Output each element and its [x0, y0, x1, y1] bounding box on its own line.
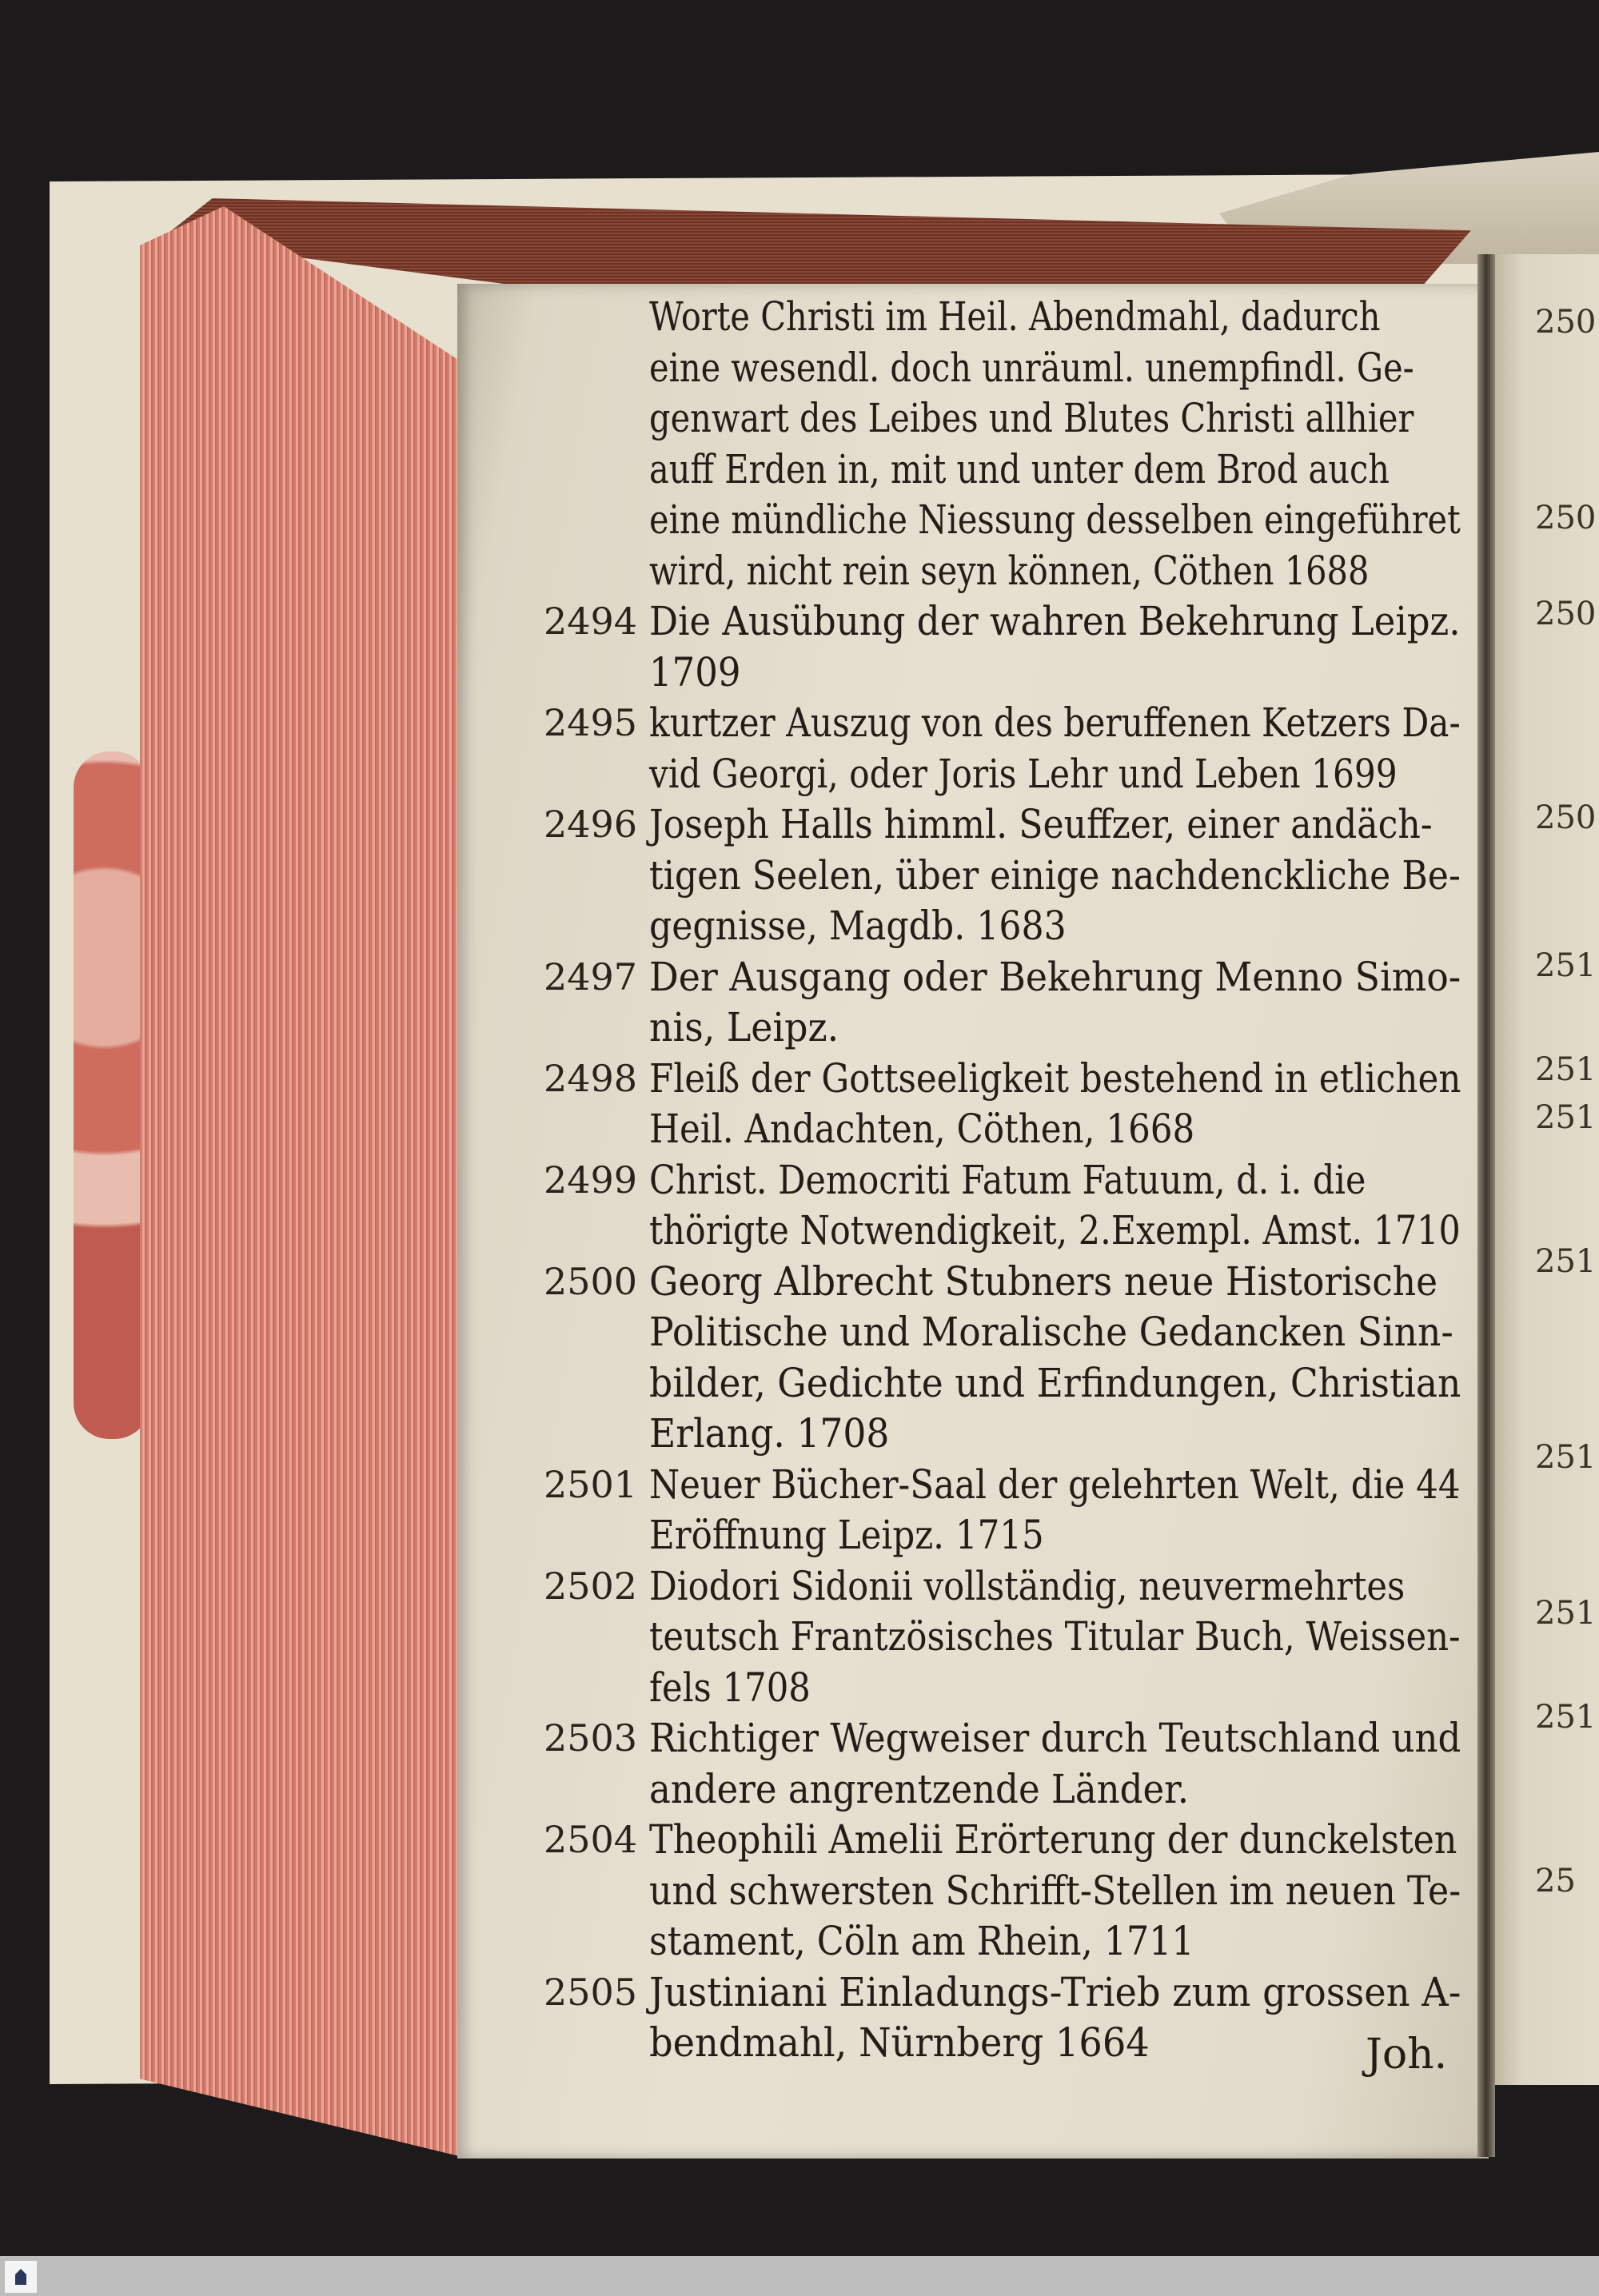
entry-line: andere angrentzende Länder.: [649, 1765, 1190, 1812]
entry-line: Richtiger Wegweiser durch Teutschland und: [649, 1715, 1461, 1761]
entry-line: Diodori Sidonii vollständig, neuvermehrtes: [649, 1562, 1406, 1609]
catalog-entry: [544, 1257, 1463, 1460]
entry-number: 2500: [544, 1259, 638, 1303]
facing-page-number: 251: [1535, 1439, 1597, 1476]
catalog-entry: [544, 698, 1463, 799]
catalog-entry: [544, 1155, 1463, 1257]
catalog-entry: [544, 799, 1463, 952]
entry-line: Die Ausübung der wahren Bekehrung Leipz.: [649, 598, 1461, 644]
entry-line: Der Ausgang oder Bekehrung Menno Simo-: [649, 953, 1461, 1000]
entry-number: 2496: [544, 803, 638, 846]
entry-line: genwart des Leibes und Blutes Christi allhier: [649, 395, 1414, 441]
facing-page-number: 251: [1535, 1051, 1597, 1088]
entry-number: 2503: [544, 1716, 638, 1760]
entry-line: wird, nicht rein seyn können, Cöthen 1688: [649, 547, 1370, 594]
entry-line: fels 1708: [649, 1664, 811, 1711]
entry-line: Politische und Moralische Gedancken Sinn-: [649, 1309, 1453, 1355]
entry-line: stament, Cöln am Rhein, 1711: [649, 1918, 1194, 1964]
catalog-entry: [544, 1054, 1463, 1155]
entry-number: 2499: [544, 1158, 638, 1202]
entry-line: bilder, Gedichte und Erfindungen, Christian: [649, 1359, 1461, 1406]
facing-page-number: 250: [1535, 799, 1597, 836]
facing-page-number: 250: [1535, 304, 1597, 341]
entry-text: [649, 1054, 1580, 1155]
entry-line: nis, Leipz.: [649, 1004, 839, 1050]
entry-line: teutsch Frantzösisches Titular Buch, Weissen-: [649, 1613, 1461, 1660]
entry-text: [649, 799, 1568, 952]
entry-text: [649, 698, 1599, 799]
facing-page-number: 251: [1535, 1243, 1597, 1280]
facing-page-number: 251: [1535, 1099, 1597, 1136]
entry-text: [649, 1460, 1581, 1561]
entry-text: [649, 1155, 1596, 1257]
entry-line: Erlang. 1708: [649, 1410, 890, 1457]
entry-number: 2505: [544, 1970, 638, 2014]
entry-line: kurtzer Auszug von des beruffenen Ketzers Da-: [649, 700, 1461, 746]
entry-line: Justiniani Einladungs-Trieb zum grossen A-: [649, 1968, 1461, 2015]
entry-number: 2502: [544, 1564, 638, 1608]
entry-line: Neuer Bücher-Saal der gelehrten Welt, die 44: [649, 1461, 1461, 1508]
entry-text: [649, 1561, 1585, 1714]
entry-number: 2494: [544, 600, 638, 643]
catchword: Joh.: [1366, 2031, 1448, 2079]
catalog-entry: [544, 1713, 1463, 1815]
catalog-entry: [544, 1460, 1463, 1561]
entry-line: Fleiß der Gottseeligkeit bestehend in etlichen: [649, 1054, 1461, 1102]
entry-line: Theophili Amelii Erörterung der dunckelsten: [649, 1816, 1457, 1863]
entry-text: [649, 292, 1599, 596]
facing-page-number: 250: [1535, 500, 1597, 536]
red-page-edges: [140, 206, 462, 2157]
catalog-entry: [544, 1815, 1463, 1967]
facing-page-number: 251: [1535, 1595, 1597, 1632]
catalog-entry: [544, 1967, 1463, 2069]
entry-line: bendmahl, Nürnberg 1664: [649, 2019, 1150, 2066]
facing-page-number: 25: [1535, 1863, 1576, 1899]
catalog-entry: [544, 292, 1463, 596]
entry-line: Georg Albrecht Stubners neue Historische: [649, 1258, 1438, 1305]
catalog-entry: [544, 596, 1463, 698]
entry-line: thörigte Notwendigkeit, 2.Exempl. Amst. 1710: [649, 1207, 1461, 1254]
facing-page-number: 250: [1535, 596, 1597, 632]
entry-line: gegnisse, Magdb. 1683: [649, 903, 1067, 949]
entry-number: 2504: [544, 1818, 638, 1861]
entry-line: tigen Seelen, über einige nachdenckliche Be-: [649, 851, 1461, 899]
entry-number: 2497: [544, 955, 638, 999]
entry-number: 2495: [544, 701, 638, 744]
entry-line: auff Erden in, mit und unter dem Brod auch: [649, 445, 1390, 492]
entry-line: Joseph Halls himml. Seuffzer, einer andäch-: [649, 801, 1433, 847]
entry-text: [649, 952, 1534, 1054]
entry-text: [649, 1815, 1565, 1967]
entry-text: [649, 596, 1551, 698]
facing-page-number: 251: [1535, 947, 1597, 984]
catalog-entries: [544, 292, 1463, 2069]
entry-line: Heil. Andachten, Cöthen, 1668: [649, 1106, 1195, 1152]
entry-line: vid Georgi, oder Joris Lehr und Leben 1699: [649, 750, 1398, 797]
entry-line: Eröffnung Leipz. 1715: [649, 1512, 1044, 1558]
entry-line: und schwersten Schrifft-Stellen im neuen Te-: [649, 1867, 1461, 1914]
entry-text: [649, 1713, 1550, 1815]
entry-line: Christ. Democriti Fatum Fatuum, d. i. die: [649, 1156, 1366, 1203]
entry-line: eine mündliche Niessung desselben eingeführet: [649, 496, 1461, 543]
entry-line: eine wesendl. doch unräuml. unempfindl. Ge-: [649, 344, 1414, 391]
entry-line: Worte Christi im Heil. Abendmahl, dadurch: [649, 293, 1381, 340]
catalog-entry: [544, 1561, 1463, 1714]
library-logo-icon: [5, 2261, 37, 2293]
catalog-entry: [544, 952, 1463, 1054]
viewer-bottom-bar: [0, 2256, 1599, 2296]
entry-number: 2501: [544, 1462, 638, 1506]
entry-line: 1709: [649, 648, 741, 696]
facing-page-number: 251: [1535, 1699, 1597, 1736]
entry-number: 2498: [544, 1056, 638, 1100]
entry-text: [649, 1257, 1539, 1460]
marbled-ribbon: [74, 751, 150, 1439]
